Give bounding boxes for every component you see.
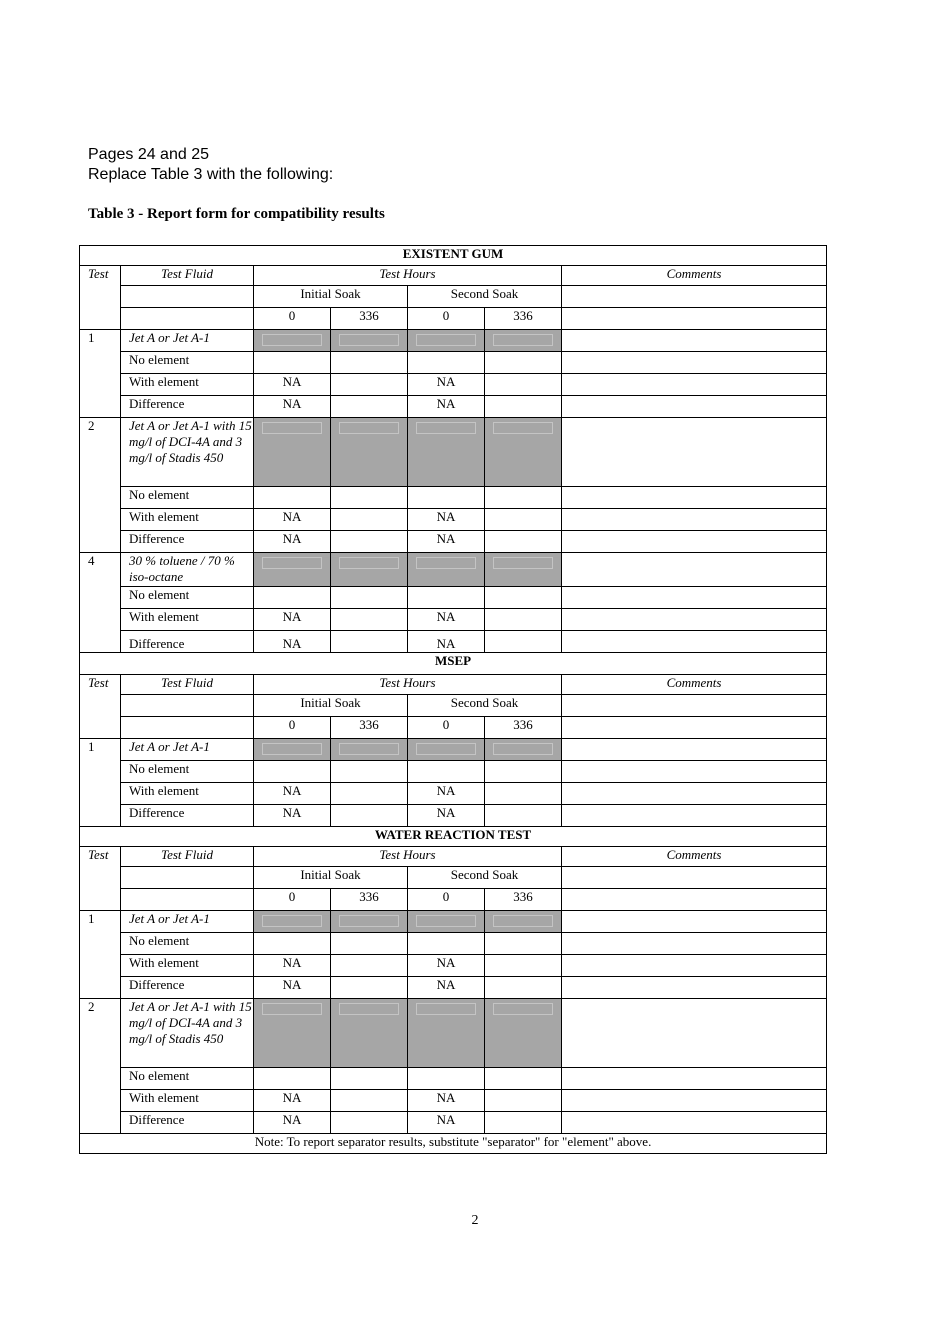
row-label: Difference (121, 977, 254, 999)
na-cell: NA (254, 531, 331, 553)
shaded-cell (408, 739, 485, 761)
test-fluid-name: Jet A or Jet A-1 with 15 mg/l of DCI-4A and 3 mg/l of Stadis 450 (121, 418, 254, 487)
shaded-cell (485, 553, 562, 587)
shaded-cell (331, 418, 408, 487)
fluid-row (80, 739, 827, 761)
table-row (80, 1068, 827, 1090)
test-fluid-name: Jet A or Jet A-1 with 15 mg/l of DCI-4A and 3 mg/l of Stadis 450 (121, 999, 254, 1068)
table-row (80, 487, 827, 509)
comments-cell (562, 999, 827, 1068)
header-test-fluid: Test Fluid (121, 266, 254, 286)
na-cell: NA (254, 955, 331, 977)
na-cell: NA (408, 531, 485, 553)
initial-soak-label: Initial Soak (254, 695, 408, 717)
compatibility-report-table (79, 245, 827, 1154)
section-title-row (80, 827, 827, 847)
header-comments: Comments (562, 847, 827, 867)
row-label: No element (121, 587, 254, 609)
na-cell: NA (408, 977, 485, 999)
shaded-cell (254, 418, 331, 487)
header-test: Test (80, 847, 121, 911)
hours-header-row (80, 308, 827, 330)
fluid-row (80, 553, 827, 587)
row-label: Difference (121, 631, 254, 653)
header-test: Test (80, 675, 121, 739)
hours-label: 0 (408, 889, 485, 911)
table-row (80, 609, 827, 631)
test-fluid-name: Jet A or Jet A-1 (121, 911, 254, 933)
shaded-cell (408, 911, 485, 933)
row-label: No element (121, 933, 254, 955)
intro-replace-line: Replace Table 3 with the following: (88, 166, 334, 183)
comments-cell (562, 418, 827, 487)
test-fluid-name: Jet A or Jet A-1 (121, 330, 254, 352)
hours-label: 336 (485, 717, 562, 739)
initial-soak-label: Initial Soak (254, 867, 408, 889)
na-cell: NA (254, 977, 331, 999)
shaded-cell (254, 999, 331, 1068)
second-soak-label: Second Soak (408, 695, 562, 717)
hours-header-row (80, 889, 827, 911)
na-cell: NA (254, 805, 331, 827)
header-test-fluid: Test Fluid (121, 675, 254, 695)
na-cell: NA (408, 396, 485, 418)
shaded-cell (485, 418, 562, 487)
shaded-cell (331, 739, 408, 761)
test-number: 1 (80, 739, 121, 827)
hours-label: 336 (485, 889, 562, 911)
table-row (80, 631, 827, 653)
section-title-row (80, 246, 827, 266)
hours-label: 0 (254, 308, 331, 330)
row-label: Difference (121, 805, 254, 827)
na-cell: NA (254, 1112, 331, 1134)
table-row (80, 783, 827, 805)
row-label: Difference (121, 1112, 254, 1134)
na-cell: NA (408, 1112, 485, 1134)
initial-soak-label: Initial Soak (254, 286, 408, 308)
na-cell: NA (254, 1090, 331, 1112)
header-comments: Comments (562, 266, 827, 286)
table-row (80, 374, 827, 396)
fluid-row (80, 418, 827, 487)
row-label: No element (121, 352, 254, 374)
note-row (80, 1134, 827, 1154)
soak-header-row (80, 286, 827, 308)
page-number: 2 (471, 1213, 479, 1228)
shaded-cell (331, 553, 408, 587)
second-soak-label: Second Soak (408, 286, 562, 308)
na-cell: NA (408, 374, 485, 396)
header-row (80, 675, 827, 695)
shaded-cell (331, 999, 408, 1068)
second-soak-label: Second Soak (408, 867, 562, 889)
header-test-hours: Test Hours (254, 266, 562, 286)
shaded-cell (485, 911, 562, 933)
shaded-cell (485, 999, 562, 1068)
hours-label: 336 (331, 308, 408, 330)
na-cell: NA (254, 631, 331, 653)
na-cell: NA (254, 374, 331, 396)
na-cell: NA (254, 609, 331, 631)
comments-cell (562, 911, 827, 933)
table-row (80, 396, 827, 418)
test-number: 1 (80, 330, 121, 418)
row-label: Difference (121, 531, 254, 553)
header-row (80, 266, 827, 286)
test-number: 2 (80, 999, 121, 1134)
fluid-row (80, 999, 827, 1068)
na-cell: NA (408, 805, 485, 827)
row-label: With element (121, 783, 254, 805)
table-row (80, 955, 827, 977)
hours-label: 0 (408, 717, 485, 739)
row-label: Difference (121, 396, 254, 418)
section-title-water-reaction: WATER REACTION TEST (80, 827, 827, 847)
comments-cell (562, 739, 827, 761)
hours-label: 336 (331, 889, 408, 911)
section-title-msep: MSEP (80, 653, 827, 675)
na-cell: NA (408, 783, 485, 805)
table-row (80, 587, 827, 609)
na-cell: NA (408, 1090, 485, 1112)
test-fluid-name: Jet A or Jet A-1 (121, 739, 254, 761)
comments-cell (562, 330, 827, 352)
table-row (80, 1112, 827, 1134)
fluid-row (80, 330, 827, 352)
hours-label: 0 (254, 717, 331, 739)
shaded-cell (485, 739, 562, 761)
table-row (80, 531, 827, 553)
soak-header-row (80, 695, 827, 717)
comments-cell (562, 553, 827, 587)
soak-header-row (80, 867, 827, 889)
na-cell: NA (408, 609, 485, 631)
row-label: No element (121, 1068, 254, 1090)
intro-pages-line: Pages 24 and 25 (88, 146, 209, 163)
test-number: 1 (80, 911, 121, 999)
hours-label: 336 (331, 717, 408, 739)
header-comments: Comments (562, 675, 827, 695)
shaded-cell (408, 418, 485, 487)
header-row (80, 847, 827, 867)
shaded-cell (254, 553, 331, 587)
table-row (80, 352, 827, 374)
row-label: No element (121, 761, 254, 783)
table-row (80, 805, 827, 827)
table-title: Table 3 - Report form for compatibility results (88, 206, 385, 222)
section-title-existent-gum: EXISTENT GUM (80, 246, 827, 266)
table-row (80, 1090, 827, 1112)
row-label: With element (121, 955, 254, 977)
test-fluid-name: 30 % toluene / 70 % iso-octane (121, 553, 254, 587)
na-cell: NA (254, 509, 331, 531)
na-cell: NA (408, 509, 485, 531)
test-number: 2 (80, 418, 121, 553)
hours-label: 0 (408, 308, 485, 330)
hours-label: 0 (254, 889, 331, 911)
table-row (80, 509, 827, 531)
hours-label: 336 (485, 308, 562, 330)
na-cell: NA (254, 783, 331, 805)
na-cell: NA (408, 955, 485, 977)
table-row (80, 977, 827, 999)
row-label: With element (121, 509, 254, 531)
row-label: With element (121, 374, 254, 396)
shaded-cell (331, 911, 408, 933)
na-cell: NA (408, 631, 485, 653)
na-cell: NA (254, 396, 331, 418)
header-test-fluid: Test Fluid (121, 847, 254, 867)
row-label: No element (121, 487, 254, 509)
shaded-cell (408, 330, 485, 352)
test-number: 4 (80, 553, 121, 653)
intro-text (88, 145, 333, 185)
row-label: With element (121, 1090, 254, 1112)
header-test-hours: Test Hours (254, 675, 562, 695)
shaded-cell (408, 553, 485, 587)
shaded-cell (254, 911, 331, 933)
shaded-cell (254, 330, 331, 352)
table-row (80, 761, 827, 783)
separator-note: Note: To report separator results, substitute "separator" for "element" above. (80, 1134, 827, 1154)
hours-header-row (80, 717, 827, 739)
header-test: Test (80, 266, 121, 330)
shaded-cell (408, 999, 485, 1068)
shaded-cell (331, 330, 408, 352)
section-title-row (80, 653, 827, 675)
table-row (80, 933, 827, 955)
row-label: With element (121, 609, 254, 631)
header-test-hours: Test Hours (254, 847, 562, 867)
shaded-cell (254, 739, 331, 761)
fluid-row (80, 911, 827, 933)
shaded-cell (485, 330, 562, 352)
